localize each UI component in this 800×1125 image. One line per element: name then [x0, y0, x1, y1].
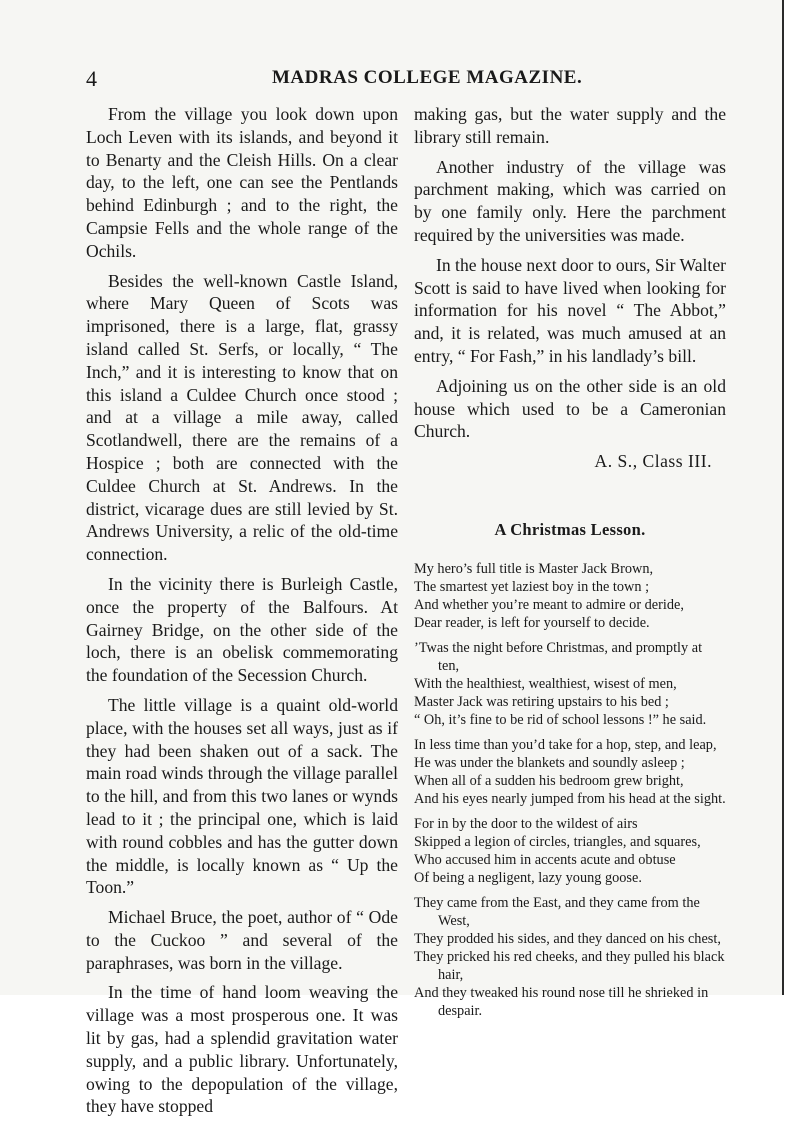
poem-line: They pricked his red cheeks, and they pulled his black hair,	[414, 948, 725, 983]
paragraph-cameronian: Adjoining us on the other side is an old house which used to be a Cameronian Church.	[414, 375, 726, 442]
poem-line: When all of a sudden his bedroom grew bright,	[414, 772, 684, 789]
poem-line: Of being a negligent, lazy young goose.	[414, 869, 642, 886]
stanza	[414, 560, 726, 632]
page-edge	[782, 0, 800, 995]
paragraph-islands: Besides the well-known Castle Island, where Mary Queen of Scots was imprisoned, there is a large, flat, grassy island called St. Serfs, or locally, “ The Inch,” and it is interesting to know that on this island a Culdee Church once stood ; and at a village a mile away, called Scotlandwell, there are the remains of a Hospice ; both are connected with the Culdee Church at St. Andrews. In the district, vicarage dues are still levied by St. Andrews University, a relic of the old-time connection.	[86, 270, 398, 565]
poem-line: Who accused him in accents acute and obtuse	[414, 851, 676, 868]
page-header	[86, 66, 736, 96]
left-column	[86, 103, 398, 1125]
paragraph-scott: In the house next door to ours, Sir Walter Scott is said to have lived when looking for information for his novel “ The Abbot,” and, it is related, was much amused at an entry, “ For Fash,” in his landlady’s bill.	[414, 254, 726, 366]
poem-line: Dear reader, is left for yourself to decide.	[414, 614, 650, 631]
poem-line: The smartest yet laziest boy in the town ;	[414, 578, 650, 595]
poem-line: For in by the door to the wildest of airs	[414, 815, 638, 832]
poem-line: My hero’s full title is Master Jack Brown,	[414, 560, 654, 577]
stanza	[414, 815, 726, 887]
author-signature: A. S., Class III.	[594, 451, 712, 472]
paragraph-continuation: making gas, but the water supply and the library still remain.	[414, 104, 726, 147]
poem-line: With the healthiest, wealthiest, wisest of men,	[414, 675, 677, 692]
poem-line: They prodded his sides, and they danced on his chest,	[414, 930, 721, 947]
page-number: 4	[86, 66, 97, 91]
stanza	[414, 894, 726, 1020]
paragraph-village: The little village is a quaint old-world place, with the houses set all ways, just as if they had been shaken out of a sack. The main road winds through the village parallel to the hill, and from this two lanes or wynds lead to it ; the principal one, which is laid with round cobbles and has the gutter down the middle, is locally known as “ Up the Toon.”	[86, 694, 398, 898]
poem-line: In less time than you’d take for a hop, step, and leap,	[414, 736, 717, 753]
stanza	[414, 736, 726, 808]
poem-line: And his eyes nearly jumped from his head at the sight.	[414, 790, 726, 807]
paragraph-view: From the village you look down upon Loch Leven with its islands, and beyond it to Benarty and the Cleish Hills. On a clear day, to the left, one can see the Pentlands behind Edinburgh ; and to the right, the Campsie Fells and the whole range of the Ochils.	[86, 104, 398, 261]
poem-line: Skipped a legion of circles, triangles, and squares,	[414, 833, 701, 850]
poem-line: Master Jack was retiring upstairs to his bed ;	[414, 693, 669, 710]
poem-line: “ Oh, it’s fine to be rid of school lessons !” he said.	[414, 711, 707, 728]
paragraph-weaving: In the time of hand loom weaving the village was a most prosperous one. It was lit by gas, had a splendid gravitation water supply, and a public library. Unfortunately, owing to the depopulation of the village, they have stopped	[86, 982, 398, 1117]
poem-line: ’Twas the night before Christmas, and promptly at ten,	[414, 639, 703, 674]
stanza	[414, 639, 726, 729]
right-column	[414, 103, 726, 1027]
paragraph-bruce: Michael Bruce, the poet, author of “ Ode to the Cuckoo ” and several of the paraphrases, was born in the village.	[86, 907, 398, 973]
poem-title: A Christmas Lesson.	[494, 519, 646, 539]
paragraph-parchment: Another industry of the village was parchment making, which was carried on by one family only. Here the parchment required by the universities was made.	[414, 156, 726, 245]
poem-line: And whether you’re meant to admire or deride,	[414, 596, 684, 613]
poem-line: And they tweaked his round nose till he shrieked in despair.	[414, 984, 709, 1019]
running-title: MADRAS COLLEGE MAGAZINE.	[272, 67, 583, 88]
poem-line: He was under the blankets and soundly asleep ;	[414, 754, 685, 771]
paragraph-burleigh: In the vicinity there is Burleigh Castle, once the property of the Balfours. At Gairney Bridge, on the other side of the loch, there is an obelisk commemorating the foundation of the Secession Church.	[86, 573, 398, 686]
poem-line: They came from the East, and they came from the West,	[414, 894, 700, 929]
